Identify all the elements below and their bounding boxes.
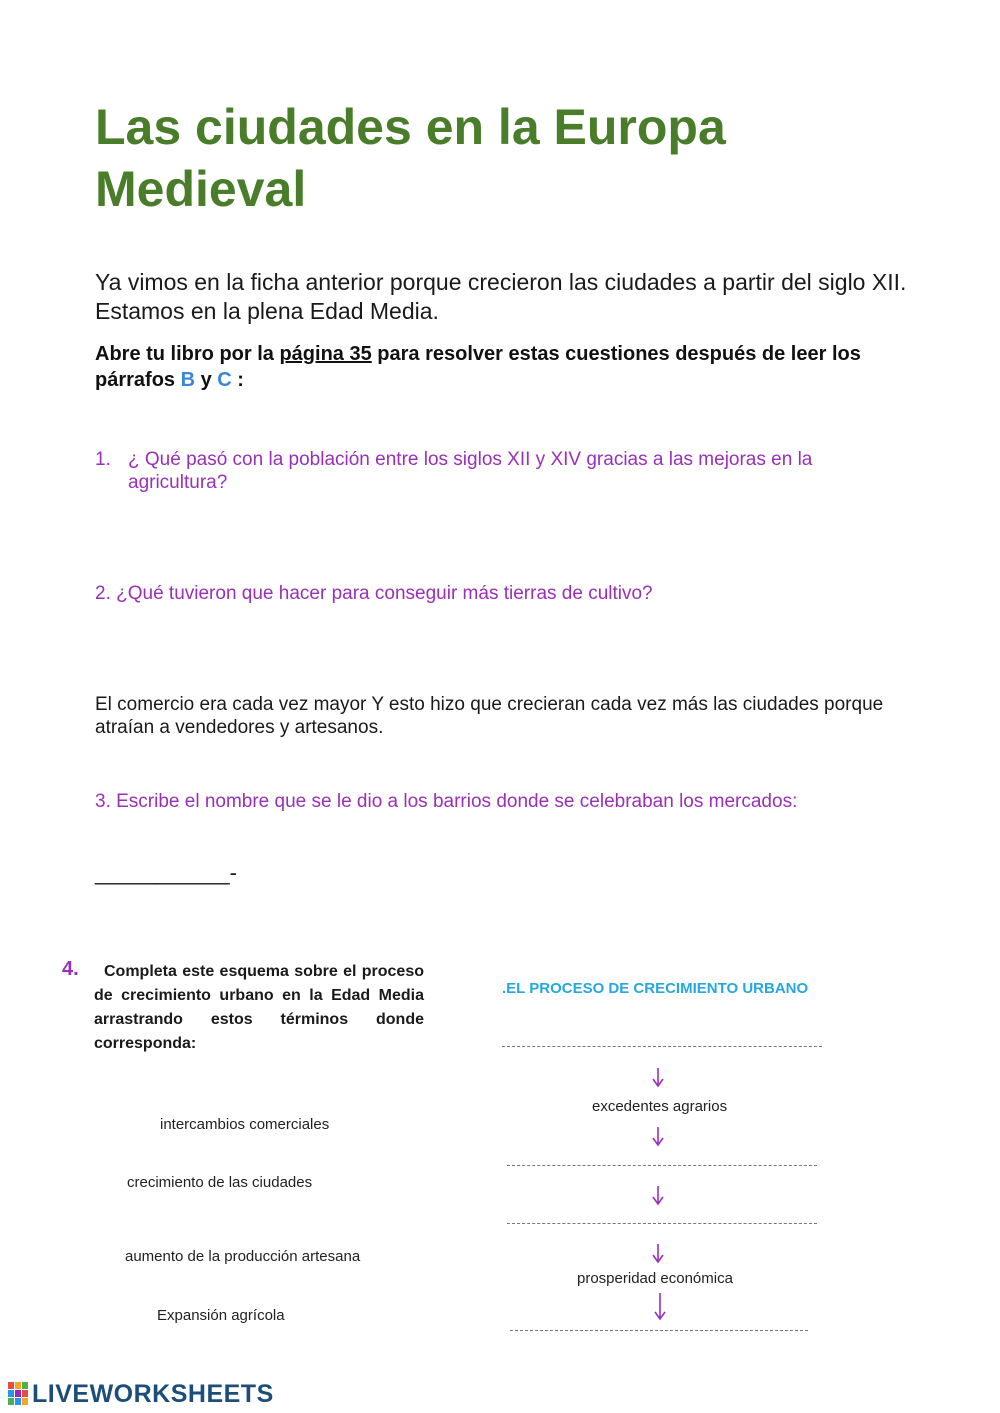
draggable-term-crecimiento-ciudades[interactable]: crecimiento de las ciudades	[127, 1174, 313, 1191]
draggable-term-produccion-artesana[interactable]: aumento de la producción artesana	[125, 1248, 361, 1265]
down-arrow-icon	[651, 1068, 665, 1088]
instructions-paragraph	[95, 341, 925, 393]
exercise-4-instruction	[94, 960, 424, 1056]
diagram-label-prosperidad-economica: prosperidad económica	[577, 1270, 733, 1287]
down-arrow-icon	[651, 1186, 665, 1206]
question-3: 3. Escribe el nombre que se le dio a los barrios donde se celebraban los mercados:	[95, 791, 798, 812]
instructions-middle: para resolver estas cuestiones después de leer los párrafos	[95, 343, 861, 391]
exercise-4-number: 4.	[62, 958, 79, 980]
diagram-title: .EL PROCESO DE CRECIMIENTO URBANO	[502, 980, 809, 997]
diagram-drop-slot-1[interactable]	[502, 1046, 822, 1047]
instructions-connector: y	[195, 369, 218, 391]
question-2: 2. ¿Qué tuvieron que hacer para conseguir más tierras de cultivo?	[95, 583, 653, 604]
diagram-drop-slot-3[interactable]	[507, 1223, 817, 1224]
down-arrow-icon	[651, 1127, 665, 1147]
exercise-4-instruction-text: Completa este esquema sobre el proceso de crecimiento urbano en la Edad Media arrastrando estos términos donde corresponda:	[94, 963, 424, 1052]
instructions-suffix: :	[231, 369, 244, 391]
liveworksheets-logo-icon	[8, 1382, 30, 1406]
diagram-drop-slot-4[interactable]	[510, 1330, 808, 1331]
down-arrow-icon	[651, 1244, 665, 1264]
question-1-text: ¿ Qué pasó con la población entre los siglos XII y XIV gracias a las mejoras en la agricultura?	[128, 449, 813, 493]
commerce-paragraph: El comercio era cada vez mayor Y esto hizo que crecieran cada vez más las ciudades porque atraían a vendedores y artesanos.	[95, 694, 884, 738]
draggable-term-expansion-agricola[interactable]: Expansión agrícola	[157, 1307, 285, 1324]
intro-paragraph: Ya vimos en la ficha anterior porque crecieron las ciudades a partir del siglo XII. Estamos en la plena Edad Media.	[95, 269, 907, 324]
paragraph-b-label: B	[180, 369, 196, 391]
diagram-label-excedentes-agrarios: excedentes agrarios	[592, 1098, 728, 1115]
paragraph-c-label: C	[217, 369, 232, 391]
footer-brand-text: LIVEWORKSHEETS	[32, 1380, 274, 1408]
diagram-drop-slot-2[interactable]	[507, 1165, 817, 1166]
question-3-answer-blank[interactable]: ___________-	[95, 860, 237, 885]
page-title: Las ciudades en la Europa Medieval	[95, 99, 726, 217]
instructions-prefix: Abre tu libro por la	[95, 343, 280, 365]
down-arrow-icon	[653, 1293, 667, 1321]
draggable-term-intercambios-comerciales[interactable]: intercambios comerciales	[160, 1116, 330, 1133]
question-1-number: 1.	[95, 449, 111, 470]
page-reference-link: página 35	[279, 343, 372, 365]
